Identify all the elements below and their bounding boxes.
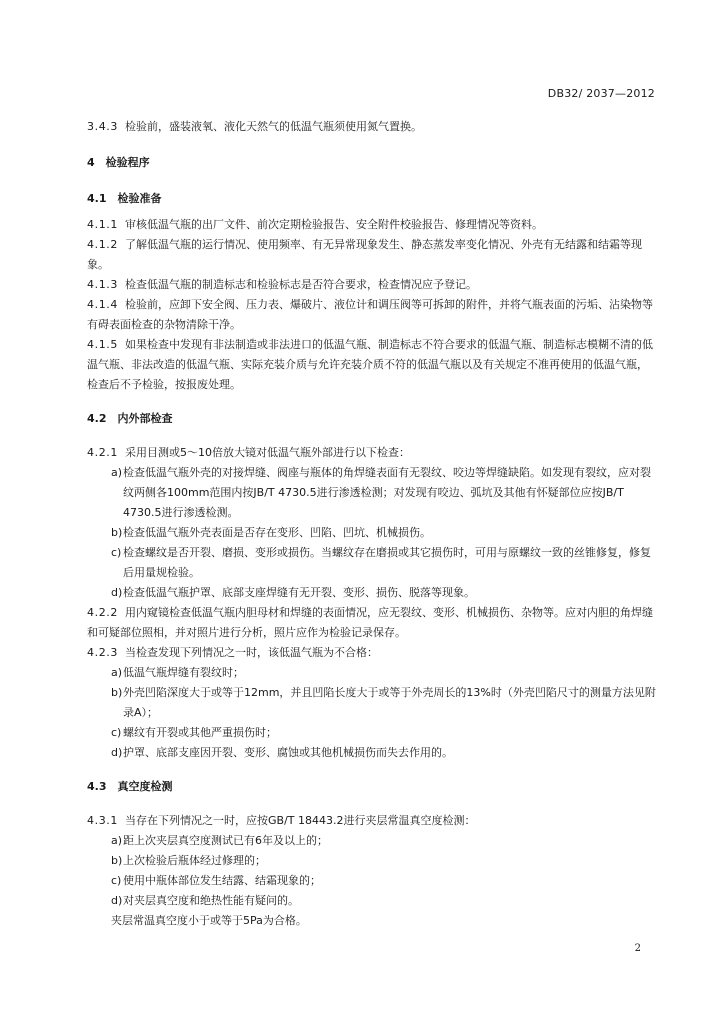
clause-number: 4.1.3 (87, 278, 118, 291)
clause-number: 3.4.3 (87, 120, 118, 133)
clause-4-1-3 (87, 275, 657, 295)
list-item (87, 523, 657, 543)
section-4-2-heading: 4.2 内外部检查 (87, 412, 173, 425)
list-marker: b) (111, 854, 123, 867)
clause-text: 检验前，盛装液氧、液化天然气的低温气瓶须使用氮气置换。 (125, 120, 422, 133)
clause-4-1-4 (87, 295, 657, 335)
clause-number: 4.2.1 (87, 446, 118, 459)
list-item (87, 663, 657, 683)
clause-text: 如果检查中发现有非法制造或非法进口的低温气瓶、制造标志不符合要求的低温气瓶、制造标志模糊不清的低温气瓶、非法改造的低温气瓶、实际充装介质与允许充装介质不符的低温气瓶以及有关规定不准再使用的低温气瓶，检查后不予检验，按报废处理。 (87, 338, 653, 391)
clause-number: 4.1.5 (87, 338, 118, 351)
clause-text: 了解低温气瓶的运行情况、使用频率、有无异常现象发生、静态蒸发率变化情况、外壳有无结露和结霜等现象。 (87, 238, 642, 271)
list-item (87, 583, 657, 603)
list-marker: b) (111, 526, 123, 539)
list-item (87, 723, 657, 743)
clause-4-2-2 (87, 603, 657, 643)
page-number: 2 (634, 943, 641, 954)
clause-text: 当检查发现下列情况之一时，该低温气瓶为不合格： (125, 646, 378, 659)
clause-number: 4.1.4 (87, 298, 118, 311)
list-item-text: 外壳凹陷深度大于或等于12mm，并且凹陷长度大于或等于外壳周长的13%时（外壳凹陷尺寸的测量方法见附录A）； (123, 686, 656, 719)
list-item-text: 检查低温气瓶护罩、底部支座焊缝有无开裂、变形、损伤、脱落等现象。 (123, 586, 475, 599)
list-item-text: 护罩、底部支座因开裂、变形、腐蚀或其他机械损伤而失去作用的。 (123, 746, 453, 759)
list-marker: a) (111, 666, 123, 679)
list-marker: a) (111, 466, 123, 479)
clause-number: 4.1.2 (87, 238, 118, 251)
clause-number: 4.2.2 (87, 606, 118, 619)
list-item-text: 低温气瓶焊缝有裂纹时； (123, 666, 244, 679)
clause-4-3-1 (87, 811, 657, 831)
list-item (87, 683, 657, 723)
clause-4-1-2 (87, 235, 657, 275)
list-marker: c) (111, 546, 122, 559)
list-item (87, 831, 657, 851)
clause-text: 检验前，应卸下安全阀、压力表、爆破片、液位计和调压阀等可拆卸的附件，并将气瓶表面的污垢、沾染物等有碍表面检查的杂物清除干净。 (87, 298, 653, 331)
list-marker: b) (111, 686, 123, 699)
clause-number: 4.2.3 (87, 646, 118, 659)
list-marker: d) (111, 746, 123, 759)
clause-number: 4.1.1 (87, 218, 118, 231)
list-item (87, 463, 657, 523)
document-code: DB32/ 2037—2012 (547, 87, 655, 100)
clause-4-1-1 (87, 215, 657, 235)
list-marker: c) (111, 874, 122, 887)
list-item-text: 距上次夹层真空度测试已有6年及以上的； (123, 834, 328, 847)
list-item-text: 上次检验后瓶体经过修理的； (123, 854, 266, 867)
list-item-text: 检查低温气瓶外壳表面是否存在变形、凹陷、凹坑、机械损伤。 (123, 526, 431, 539)
list-marker: d) (111, 894, 123, 907)
clause-4-1-5 (87, 335, 657, 395)
clause-text: 采用目测或5～10倍放大镜对低温气瓶外部进行以下检查： (125, 446, 410, 459)
list-item (87, 891, 657, 911)
list-item (87, 851, 657, 871)
list-item (87, 871, 657, 891)
list-item (87, 743, 657, 763)
clause-number: 4.3.1 (87, 814, 118, 827)
list-item-text: 检查螺纹是否开裂、磨损、变形或损伤。当螺纹存在磨损或其它损伤时，可用与原螺纹一致的丝锥修复，修复后用量规检验。 (123, 546, 651, 579)
clause-text: 检查低温气瓶的制造标志和检验标志是否符合要求，检查情况应予登记。 (125, 278, 477, 291)
section-4-3-heading: 4.3 真空度检测 (87, 780, 173, 793)
section-4-1-heading: 4.1 检验准备 (87, 192, 162, 205)
list-item-text: 螺纹有开裂或其他严重损伤时； (123, 726, 277, 739)
clause-4-2-3 (87, 643, 657, 663)
list-marker: c) (111, 726, 122, 739)
section-4-heading: 4 检验程序 (87, 156, 150, 169)
list-item-text: 检查低温气瓶外壳的对接焊缝、阀座与瓶体的角焊缝表面有无裂纹、咬边等焊缝缺陷。如发现有裂纹，应对裂纹两侧各100mm范围内按JB/T 4730.5进行渗透检测；对发现有咬边、弧坑及其他有怀疑部位应按JB/T 4730.5进行渗透检测。 (123, 466, 651, 519)
clause-4-2-1 (87, 443, 657, 463)
clause-3-4-3 (87, 117, 657, 137)
clause-text: 审核低温气瓶的出厂文件、前次定期检验报告、安全附件校验报告、修理情况等资料。 (125, 218, 543, 231)
list-marker: a) (111, 834, 123, 847)
clause-text: 用内窥镜检查低温气瓶内胆母材和焊缝的表面情况，应无裂纹、变形、机械损伤、杂物等。应对内胆的角焊缝和可疑部位照相，并对照片进行分析，照片应作为检验记录保存。 (87, 606, 653, 639)
list-item-text: 对夹层真空度和绝热性能有疑问的。 (123, 894, 299, 907)
clause-4-3-1-conclusion: 夹层常温真空度小于或等于5Pa为合格。 (111, 914, 307, 927)
list-item (87, 543, 657, 583)
list-item-text: 使用中瓶体部位发生结露、结霜现象的； (123, 874, 321, 887)
document-body (87, 117, 657, 931)
list-marker: d) (111, 586, 123, 599)
clause-text: 当存在下列情况之一时，应按GB/T 18443.2进行夹层常温真空度检测： (125, 814, 476, 827)
